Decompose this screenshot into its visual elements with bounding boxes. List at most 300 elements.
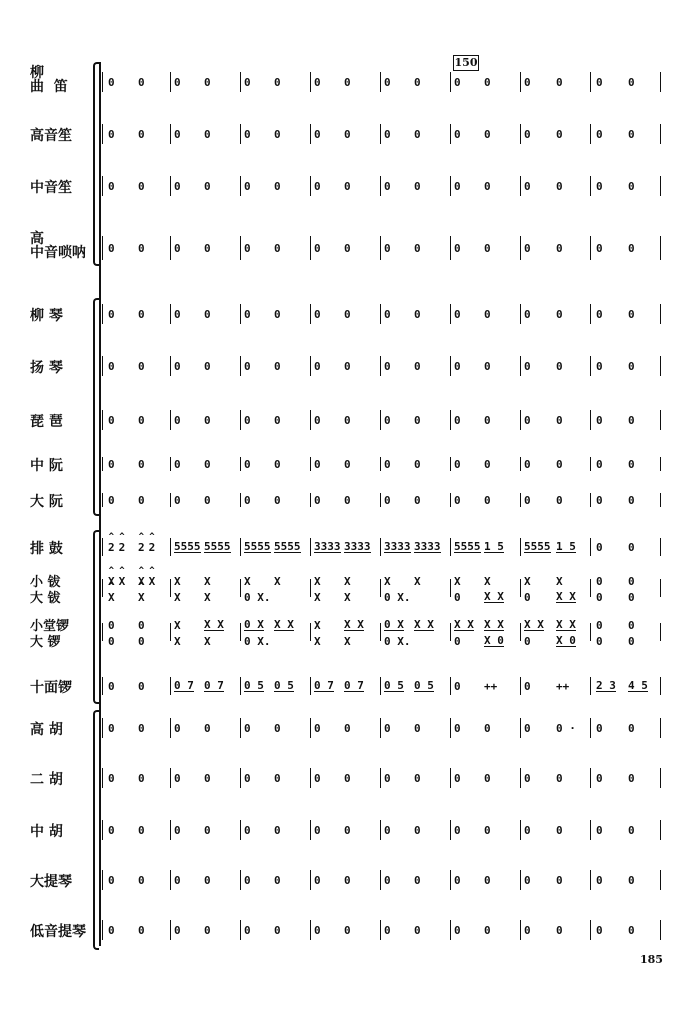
note-token: 0 [628, 721, 635, 735]
beat [138, 492, 145, 508]
beat [384, 412, 391, 428]
beat [138, 720, 145, 736]
note-token: ^ X^ X [108, 575, 129, 588]
note-token: 0 [596, 823, 603, 837]
beat [484, 634, 504, 648]
beat [174, 634, 181, 648]
note-token: 0 [414, 127, 421, 141]
beat [344, 872, 351, 888]
note-token: 0 [384, 721, 391, 735]
note-token: X X [454, 618, 474, 631]
beat [454, 872, 461, 888]
beat [414, 492, 421, 508]
beat [556, 126, 563, 142]
note-token: 0 [414, 179, 421, 193]
note-token: 0 [596, 634, 603, 648]
barline [310, 304, 311, 324]
barline [380, 870, 381, 890]
beat [628, 872, 635, 888]
beat [596, 872, 603, 888]
beat [274, 456, 281, 472]
barline [590, 623, 591, 641]
note-token: 0 [454, 679, 461, 693]
beat [314, 74, 321, 90]
instrument-label: 琵 琶 [30, 414, 63, 430]
beat [244, 922, 251, 938]
beat [108, 770, 115, 786]
note-token: 0 [596, 413, 603, 427]
beat [244, 770, 251, 786]
note-token: ++ [556, 679, 570, 693]
note-token: 0 [628, 241, 635, 255]
beat [108, 872, 115, 888]
barline [660, 538, 661, 556]
note-token: 0 [384, 359, 391, 373]
barline [380, 304, 381, 324]
barline [450, 718, 451, 738]
beat [484, 590, 504, 604]
beat [108, 634, 115, 648]
beat [344, 126, 351, 142]
barline [240, 356, 241, 376]
note-token: 0 [628, 413, 635, 427]
note-token: 0 [414, 241, 421, 255]
instrument-label: 小堂锣 [30, 619, 70, 634]
note-token: 0 [596, 75, 603, 89]
note-token: 0 [414, 923, 421, 937]
note-token: 0 [314, 241, 321, 255]
beat [314, 634, 321, 648]
note-token: X [314, 590, 321, 604]
note-token: 0 [454, 75, 461, 89]
barline [102, 236, 103, 260]
barline [102, 493, 103, 507]
note-token: X [344, 590, 351, 604]
instrument-label: 柳 琴 [30, 308, 63, 324]
beat [596, 240, 603, 256]
beat [314, 822, 321, 838]
beat [628, 240, 635, 256]
barline [590, 538, 591, 556]
beat [524, 618, 544, 632]
beat [204, 922, 211, 938]
beat [344, 822, 351, 838]
beat [484, 178, 491, 194]
beat [414, 358, 421, 374]
note-token: 0 [314, 307, 321, 321]
beat [138, 872, 145, 888]
note-token: X [204, 574, 211, 588]
beat [384, 720, 391, 736]
beat [314, 240, 321, 256]
beat [244, 590, 271, 604]
instrument-label: 扬 琴 [30, 360, 63, 376]
beat [484, 240, 491, 256]
note-token: 0 [628, 75, 635, 89]
note-token: X [556, 574, 563, 588]
note-token: 0 [174, 179, 181, 193]
beat [344, 922, 351, 938]
barline [310, 457, 311, 471]
note-token: X 0 [484, 634, 504, 647]
note-token: 0 [484, 721, 491, 735]
barline [102, 870, 103, 890]
note-token: 0 [454, 413, 461, 427]
note-token: 0 [628, 590, 635, 604]
beat [556, 590, 576, 604]
beat [108, 618, 115, 632]
note-token: 0 [556, 823, 563, 837]
barline [240, 72, 241, 92]
note-token: 0 [556, 493, 563, 507]
barline [170, 538, 171, 556]
page-number: 185 [640, 953, 663, 966]
barline [310, 870, 311, 890]
beat [524, 74, 531, 90]
note-token: 0 [274, 721, 281, 735]
barline [380, 718, 381, 738]
beat [596, 634, 603, 648]
barline [520, 677, 521, 695]
beat [274, 492, 281, 508]
note-token: 0 [174, 413, 181, 427]
note-token: 0 [138, 618, 145, 632]
barline [310, 920, 311, 940]
note-token: 0 [628, 307, 635, 321]
note-token: 0 [596, 493, 603, 507]
note-token: 0 [108, 721, 115, 735]
note-token: 0 [414, 307, 421, 321]
beat [556, 770, 563, 786]
beat [524, 574, 531, 588]
note-token: 0 [628, 457, 635, 471]
barline [240, 124, 241, 144]
beat [524, 178, 531, 194]
note-token: 0 [524, 493, 531, 507]
note-token: 0 [484, 873, 491, 887]
note-token: 0 [204, 75, 211, 89]
beat [556, 178, 563, 194]
instrument-label: 大 阮 [30, 494, 63, 510]
note-token: 0 5 [274, 679, 294, 692]
note-token: 0 [414, 873, 421, 887]
beat [174, 590, 181, 604]
note-token: 0 [524, 359, 531, 373]
note-token: 3333 [344, 540, 371, 553]
beat [384, 678, 404, 694]
barline [660, 870, 661, 890]
note-token: 0 [344, 127, 351, 141]
barline [450, 768, 451, 788]
beat [314, 618, 321, 632]
beat [204, 74, 211, 90]
note-token: 0 [524, 590, 531, 604]
beat [556, 574, 563, 588]
barline [170, 768, 171, 788]
note-token: 0 [556, 127, 563, 141]
beat [454, 922, 461, 938]
note-token: 0 [274, 873, 281, 887]
beat [138, 618, 145, 632]
note-token: X [344, 574, 351, 588]
instrument-label: 二 胡 [30, 772, 63, 788]
note-token: 0 7 [344, 679, 364, 692]
beat [274, 678, 294, 694]
note-token: 0 [274, 75, 281, 89]
note-token: 0 [414, 721, 421, 735]
barline [380, 820, 381, 840]
beat [414, 74, 421, 90]
beat [524, 678, 531, 694]
note-token: 0 X [384, 618, 404, 631]
beat [344, 574, 351, 588]
beat [174, 492, 181, 508]
beat [344, 618, 364, 632]
note-token: 0 [174, 873, 181, 887]
note-token: 0 [244, 359, 251, 373]
note-token: 0 [344, 307, 351, 321]
note-token: 0 [344, 179, 351, 193]
barline [660, 820, 661, 840]
barline [590, 457, 591, 471]
beat [138, 240, 145, 256]
barline [170, 718, 171, 738]
beat [384, 306, 391, 322]
beat [174, 178, 181, 194]
barline [520, 356, 521, 376]
beat [344, 720, 351, 736]
note-token: 0 [454, 873, 461, 887]
barline [240, 870, 241, 890]
beat [484, 539, 504, 555]
beat [314, 412, 321, 428]
beat [244, 126, 251, 142]
beat [314, 126, 321, 142]
note-token: 0 [556, 771, 563, 785]
beat [556, 539, 576, 555]
beat [384, 618, 404, 632]
instrument-label: 大提琴 [30, 874, 72, 890]
beat [596, 358, 603, 374]
note-token: X [204, 634, 211, 648]
note-token: 0 [204, 179, 211, 193]
barline [240, 538, 241, 556]
note-token: 0 [274, 307, 281, 321]
note-token: X X [274, 618, 294, 631]
beat [244, 240, 251, 256]
note-token: 0 [138, 923, 145, 937]
beat [414, 456, 421, 472]
barline [660, 176, 661, 196]
beat [556, 306, 563, 322]
beat [556, 240, 563, 256]
beat [596, 74, 603, 90]
beat [454, 539, 481, 555]
note-token: 0 [274, 771, 281, 785]
barline [380, 493, 381, 507]
note-token: 0 [524, 307, 531, 321]
beat [174, 872, 181, 888]
note-token: 0 [596, 923, 603, 937]
note-token: 0 [454, 634, 461, 648]
barline [240, 623, 241, 641]
beat [628, 456, 635, 472]
beat [484, 306, 491, 322]
beat [244, 456, 251, 472]
note-token: 0 [596, 618, 603, 632]
beat [174, 240, 181, 256]
beat [274, 126, 281, 142]
note-token: 4 5 [628, 679, 648, 692]
note-token: 0 [314, 823, 321, 837]
note-token: 0 [484, 413, 491, 427]
beat [204, 770, 211, 786]
note-token: 0 [344, 75, 351, 89]
beat [244, 178, 251, 194]
beat [596, 456, 603, 472]
beat [384, 922, 391, 938]
beat [524, 456, 531, 472]
beat [556, 922, 563, 938]
note-token: 0 [108, 923, 115, 937]
note-token: 0 [314, 75, 321, 89]
note-token: 0 [414, 359, 421, 373]
note-token: 0 [138, 634, 145, 648]
beat [524, 922, 531, 938]
note-token: 0 [384, 457, 391, 471]
note-token: 0 [484, 493, 491, 507]
beat [454, 618, 474, 632]
note-token: 0 [314, 413, 321, 427]
barline [102, 72, 103, 92]
note-token: 1 5 [484, 540, 504, 553]
note-token: ^ X^ X [138, 575, 159, 588]
beat [484, 574, 491, 588]
note-token: 0 [556, 307, 563, 321]
beat [244, 492, 251, 508]
barline [102, 304, 103, 324]
beat [108, 412, 115, 428]
beat [596, 539, 603, 555]
barline [590, 124, 591, 144]
note-token: 0 [138, 413, 145, 427]
note-token: 0 [524, 127, 531, 141]
beat [244, 618, 264, 632]
barline [520, 579, 521, 597]
note-token: 0 [524, 873, 531, 887]
beat [484, 922, 491, 938]
beat [524, 306, 531, 322]
note-token: 0 [314, 359, 321, 373]
barline [170, 410, 171, 430]
barline [102, 457, 103, 471]
barline [102, 356, 103, 376]
barline [380, 124, 381, 144]
beat [556, 634, 576, 648]
note-token: 0 [174, 241, 181, 255]
beat [556, 74, 563, 90]
note-token: ^ X [108, 591, 119, 604]
note-token: 0 [414, 457, 421, 471]
beat [556, 456, 563, 472]
note-token: 0 [314, 873, 321, 887]
note-token: 0 [274, 179, 281, 193]
beat [414, 678, 434, 694]
note-token: 0 [204, 771, 211, 785]
note-token: 0 [108, 457, 115, 471]
barline [590, 920, 591, 940]
beat [384, 822, 391, 838]
beat [484, 720, 491, 736]
beat [244, 872, 251, 888]
note-token: 0 5 [384, 679, 404, 692]
beat [524, 412, 531, 428]
beat [108, 678, 115, 694]
beat [414, 574, 421, 588]
beat [384, 456, 391, 472]
beat [314, 456, 321, 472]
note-token: 0 [454, 923, 461, 937]
beat [204, 178, 211, 194]
beat [344, 306, 351, 322]
note-token: 0 7 [204, 679, 224, 692]
barline [450, 538, 451, 556]
beat [274, 240, 281, 256]
note-token: 0 [274, 359, 281, 373]
note-token: 0 [596, 241, 603, 255]
beat [384, 74, 391, 90]
note-token: 0 [174, 359, 181, 373]
barline [660, 677, 661, 695]
beat [344, 590, 351, 604]
beat [454, 456, 461, 472]
beat [454, 178, 461, 194]
note-token: X [314, 574, 321, 588]
beat [484, 456, 491, 472]
beat [344, 770, 351, 786]
beat [274, 412, 281, 428]
barline [310, 538, 311, 556]
barline [520, 718, 521, 738]
note-token: 0 [454, 457, 461, 471]
instrument-label: 柳 曲 笛 [30, 65, 68, 95]
beat [204, 126, 211, 142]
note-token: 0 [484, 127, 491, 141]
beat [314, 574, 321, 588]
barline [380, 176, 381, 196]
barline [660, 718, 661, 738]
beat [596, 678, 616, 694]
beat [628, 822, 635, 838]
note-token: X [454, 574, 461, 588]
barline [310, 72, 311, 92]
barline [660, 356, 661, 376]
note-token: 0 [244, 457, 251, 471]
note-token: 0 [596, 771, 603, 785]
beat [244, 574, 251, 588]
note-token: 0 [138, 241, 145, 255]
note-token: 0 [524, 771, 531, 785]
instrument-label: 高 中音唢呐 [30, 231, 86, 261]
note-token: 0 [274, 413, 281, 427]
note-token: 0 [384, 413, 391, 427]
note-token: 0 [138, 127, 145, 141]
note-token: 0 [204, 923, 211, 937]
beat [344, 634, 351, 648]
beat [204, 720, 211, 736]
beat [454, 358, 461, 374]
beat [454, 412, 461, 428]
